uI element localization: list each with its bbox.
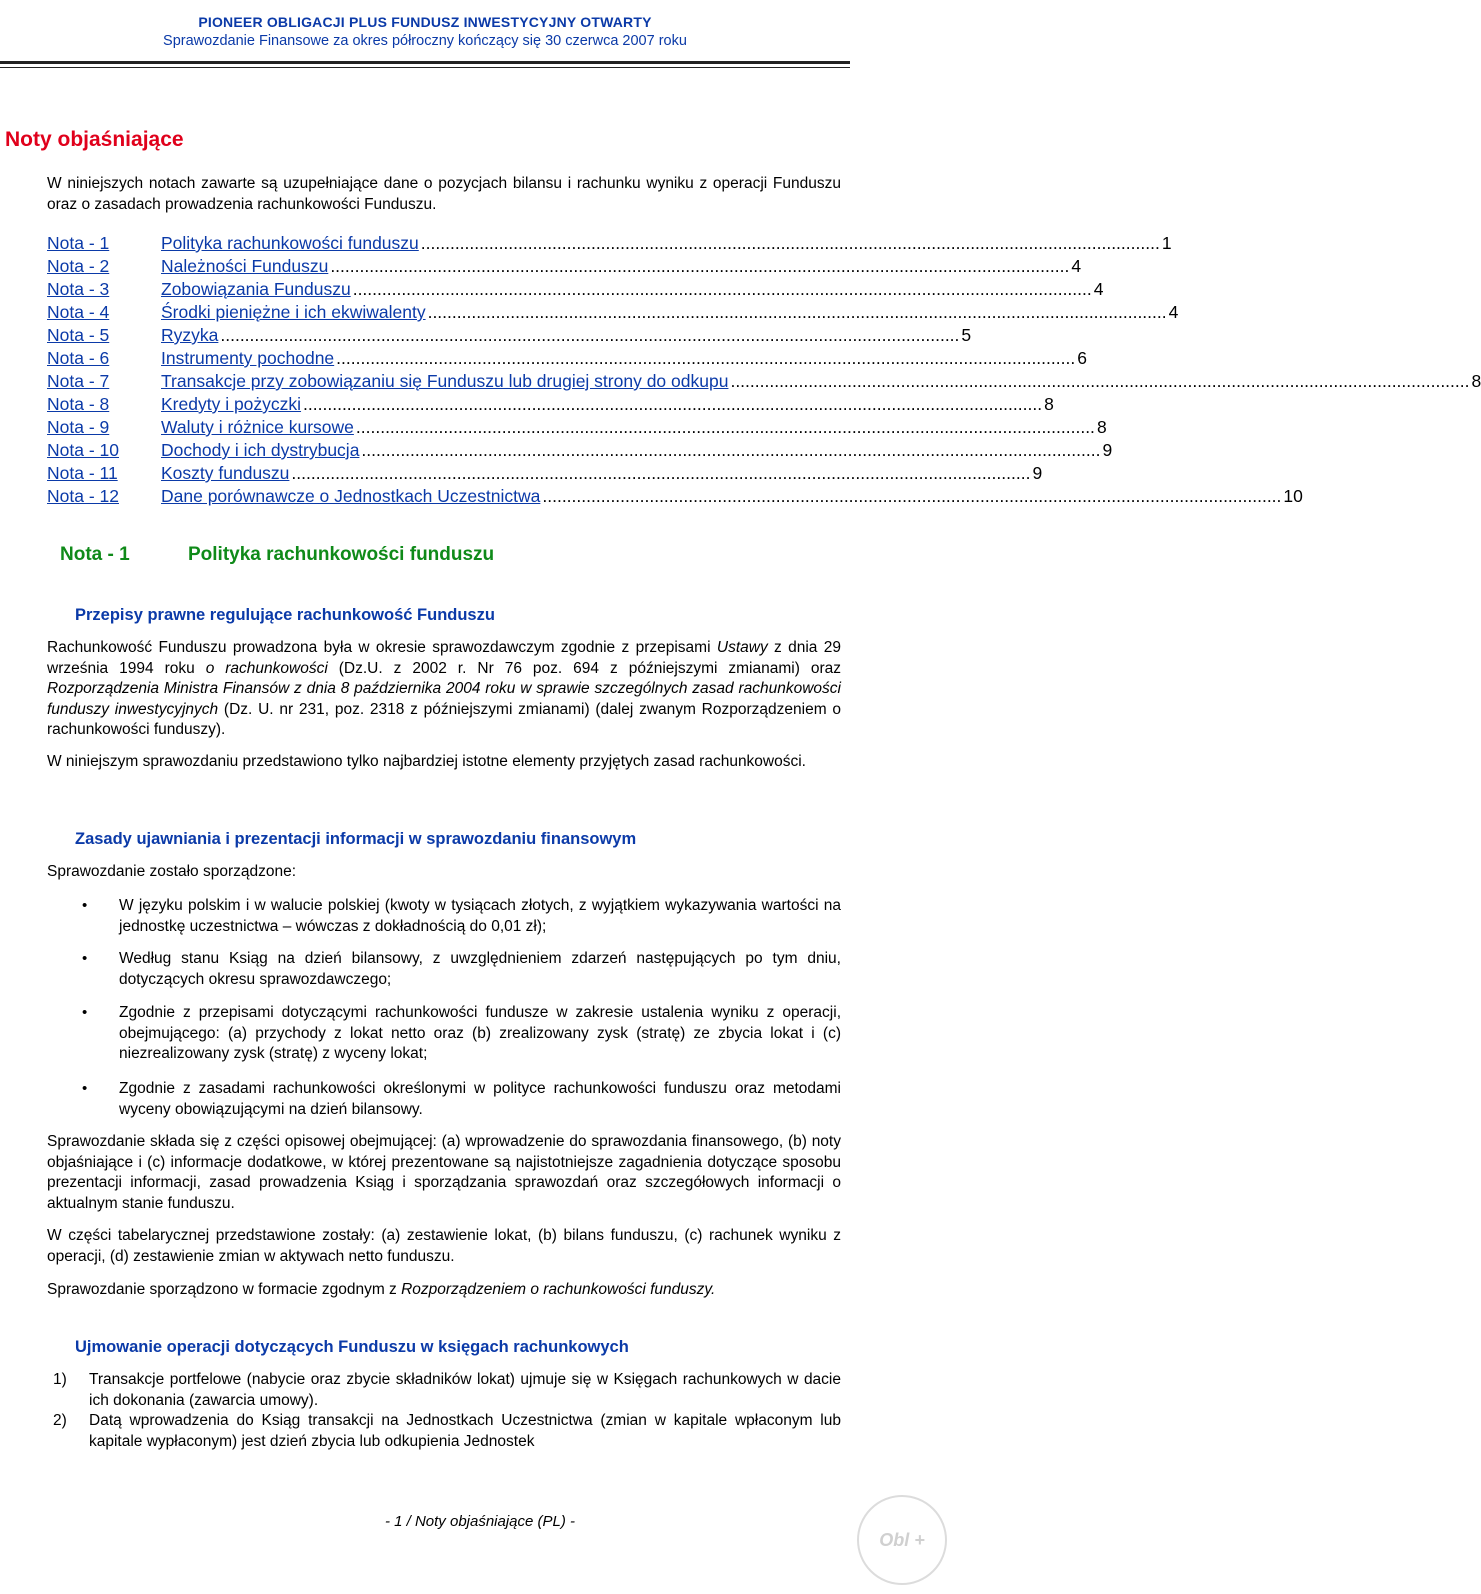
toc-entry[interactable] <box>47 370 1481 393</box>
bullet-icon: • <box>82 897 88 914</box>
toc-leader: ........................................................................................................................................................ <box>730 371 1470 391</box>
toc-page-number: 8 <box>1471 371 1481 391</box>
toc-leader: ........................................................................................................................................................ <box>355 417 1095 437</box>
toc-link-title[interactable]: Polityka rachunkowości funduszu <box>161 233 419 253</box>
toc-entry[interactable] <box>47 232 1172 255</box>
toc-link-number[interactable]: Nota - 10 <box>47 440 119 460</box>
toc-link-title[interactable]: Waluty i różnice kursowe <box>161 417 354 437</box>
format-paragraph: Sprawozdanie sporządzono w formacie zgodnym z Rozporządzeniem o rachunkowości funduszy. <box>47 1281 716 1298</box>
watermark-stamp: Obl + <box>857 1495 947 1585</box>
table-of-contents <box>47 232 1481 508</box>
toc-leader: ........................................................................................................................................................ <box>336 348 1076 368</box>
item-text: Datą wprowadzenia do Ksiąg transakcji na Jednostkach Uczestnictwa (zmian w kapitale wpłaconym lub kapitale wypłaconym) jest dzień zbycia lub odkupienia Jednostek <box>89 1412 841 1450</box>
toc-leader: ........................................................................................................................................................ <box>352 279 1092 299</box>
toc-link-title[interactable]: Kredyty i pożyczki <box>161 394 302 414</box>
toc-page-number: 1 <box>1161 233 1172 253</box>
toc-entry[interactable] <box>47 347 1087 370</box>
toc-link-number[interactable]: Nota - 8 <box>47 394 110 414</box>
toc-leader: ........................................................................................................................................................ <box>542 486 1282 506</box>
toc-page-number: 8 <box>1044 394 1054 414</box>
toc-page-number: 9 <box>1032 463 1043 483</box>
document-header <box>0 14 850 49</box>
item-number: 1) <box>53 1371 67 1388</box>
toc-link-number[interactable]: Nota - 12 <box>47 486 119 506</box>
toc-page-number: 9 <box>1102 440 1113 460</box>
toc-entry[interactable] <box>47 324 972 347</box>
toc-link-number[interactable]: Nota - 4 <box>47 302 110 322</box>
header-rule-thick <box>0 61 850 64</box>
bullet-icon: • <box>82 1080 88 1097</box>
nota-1-title: Polityka rachunkowości funduszu <box>188 544 495 565</box>
toc-link-title[interactable]: Ryzyka <box>161 325 219 345</box>
toc-leader: ........................................................................................................................................................ <box>361 440 1101 460</box>
toc-link-title[interactable]: Instrumenty pochodne <box>161 348 335 368</box>
toc-entry[interactable] <box>47 278 1104 301</box>
toc-link-number[interactable]: Nota - 11 <box>47 463 118 483</box>
toc-page-number: 10 <box>1283 486 1303 506</box>
toc-link-number[interactable]: Nota - 7 <box>47 371 110 391</box>
toc-leader: ........................................................................................................................................................ <box>291 463 1031 483</box>
bullet-text: Zgodnie z zasadami rachunkowości określonymi w polityce rachunkowości funduszu oraz metodami wyceny obowiązującymi na dzień bilansowy. <box>119 1080 841 1118</box>
bullet-text: Według stanu Ksiąg na dzień bilansowy, z uwzględnieniem zdarzeń następujących po tym dniu, dotyczących okresu sprawozdawczego; <box>119 950 841 988</box>
toc-link-title[interactable]: Dane porównawcze o Jednostkach Uczestnictwa <box>161 486 541 506</box>
toc-page-number: 4 <box>1071 256 1082 276</box>
toc-entry[interactable] <box>47 255 1082 278</box>
toc-leader: ........................................................................................................................................................ <box>330 256 1070 276</box>
page-footer: - 1 / Noty objaśniające (PL) - <box>384 1513 576 1530</box>
toc-leader: ........................................................................................................................................................ <box>303 394 1043 414</box>
toc-entry[interactable] <box>47 416 1107 439</box>
bullet-icon: • <box>82 1004 88 1021</box>
toc-leader: ........................................................................................................................................................ <box>427 302 1167 322</box>
item-number: 2) <box>53 1412 67 1429</box>
toc-page-number: 5 <box>961 325 972 345</box>
prepared-lead: Sprawozdanie zostało sporządzone: <box>47 863 297 880</box>
toc-link-title[interactable]: Dochody i ich dystrybucja <box>161 440 360 460</box>
bullet-text: W języku polskim i w walucie polskiej (kwoty w tysiącach złotych, z wyjątkiem wykazywania wartości na jednostkę uczestnictwa – wówczas z dokładnością do 0,01 zł); <box>119 897 841 935</box>
toc-page-number: 8 <box>1096 417 1107 437</box>
fund-name: PIONEER OBLIGACJI PLUS FUNDUSZ INWESTYCYJNY OTWARTY <box>198 14 652 30</box>
item-text: Transakcje portfelowe (nabycie oraz zbycie składników lokat) ujmuje się w Księgach rachunkowych w dacie ich dokonania (zawarcia umowy). <box>89 1371 841 1409</box>
report-structure-paragraph: Sprawozdanie składa się z części opisowej obejmującej: (a) wprowadzenie do sprawozdania finansowego, (b) noty objaśniające i (c) informacje dodatkowe, w której prezentowane są najistotniejsze zagadnienia dotyczące sposobu prezentacji informacji, zasad prowadzenia Ksiąg i sporządzania sprawozdań oraz szczegółowych informacji o aktualnym stanie funduszu. <box>47 1133 841 1212</box>
toc-leader: ........................................................................................................................................................ <box>420 233 1160 253</box>
toc-link-title[interactable]: Transakcje przy zobowiązaniu się Funduszu lub drugiej strony do odkupu <box>161 371 729 391</box>
toc-entry[interactable] <box>47 462 1043 485</box>
toc-leader: ........................................................................................................................................................ <box>220 325 960 345</box>
toc-link-number[interactable]: Nota - 3 <box>47 279 110 299</box>
tabular-part-paragraph: W części tabelarycznej przedstawione zostały: (a) zestawienie lokat, (b) bilans funduszu, (c) rachunek wyniku z operacji, (d) zestawienie zmian w aktywach netto funduszu. <box>47 1227 841 1265</box>
toc-link-title[interactable]: Zobowiązania Funduszu <box>161 279 351 299</box>
disclosure-heading: Zasady ujawniania i prezentacji informacji w sprawozdaniu finansowym <box>75 830 637 848</box>
toc-link-number[interactable]: Nota - 9 <box>47 417 110 437</box>
toc-entry[interactable] <box>47 485 1303 508</box>
toc-entry[interactable] <box>47 393 1054 416</box>
bullet-icon: • <box>82 950 88 967</box>
nota-1-number: Nota - 1 <box>60 544 130 565</box>
legal-basis-paragraph: Rachunkowość Funduszu prowadzona była w okresie sprawozdawczym zgodnie z przepisami Ustawy z dnia 29 września 1994 roku o rachunkowości (Dz.U. z 2002 r. Nr 76 poz. 694 z późniejszymi zmianami) oraz Rozporządzenia Ministra Finansów z dnia 8 października 2004 roku w sprawie szczególnych zasad rachunkowości funduszy inwestycyjnych (Dz. U. nr 231, poz. 2318 z późniejszymi zmianami) (dalej zwanym Rozporządzeniem o rachunkowości funduszy). <box>47 639 842 738</box>
header-rule-thin <box>0 67 850 68</box>
intro-paragraph: W niniejszych notach zawarte są uzupełniające dane o pozycjach bilansu i rachunku wyniku z operacji Funduszu oraz o zasadach prowadzenia rachunkowości Funduszu. <box>47 175 841 213</box>
toc-link-title[interactable]: Należności Funduszu <box>161 256 329 276</box>
toc-link-title[interactable]: Koszty funduszu <box>161 463 290 483</box>
toc-link-title[interactable]: Środki pieniężne i ich ekwiwalenty <box>161 302 426 322</box>
toc-entry[interactable] <box>47 301 1179 324</box>
toc-link-number[interactable]: Nota - 1 <box>47 233 110 253</box>
toc-page-number: 6 <box>1077 348 1087 368</box>
legal-basis-heading: Przepisy prawne regulujące rachunkowość Funduszu <box>75 606 495 624</box>
toc-page-number: 4 <box>1168 302 1179 322</box>
scope-paragraph: W niniejszym sprawozdaniu przedstawiono tylko najbardziej istotne elementy przyjętych zasad rachunkowości. <box>47 753 806 770</box>
toc-entry[interactable] <box>47 439 1113 462</box>
toc-link-number[interactable]: Nota - 2 <box>47 256 110 276</box>
booking-heading: Ujmowanie operacji dotyczących Funduszu w księgach rachunkowych <box>75 1338 629 1356</box>
toc-link-number[interactable]: Nota - 5 <box>47 325 110 345</box>
toc-page-number: 4 <box>1093 279 1104 299</box>
bullet-text: Zgodnie z przepisami dotyczącymi rachunkowości fundusze w zakresie ustalenia wyniku z operacji, obejmującego: (a) przychody z lokat netto oraz (b) zrealizowany zysk (stratę) ze zbycia lokat i (c) niezrealizowany zysk (stratę) z wyceny lokat; <box>119 1004 841 1062</box>
toc-link-number[interactable]: Nota - 6 <box>47 348 110 368</box>
section-title: Noty objaśniające <box>5 128 184 151</box>
report-period: Sprawozdanie Finansowe za okres półroczny kończący się 30 czerwca 2007 roku <box>163 33 687 49</box>
